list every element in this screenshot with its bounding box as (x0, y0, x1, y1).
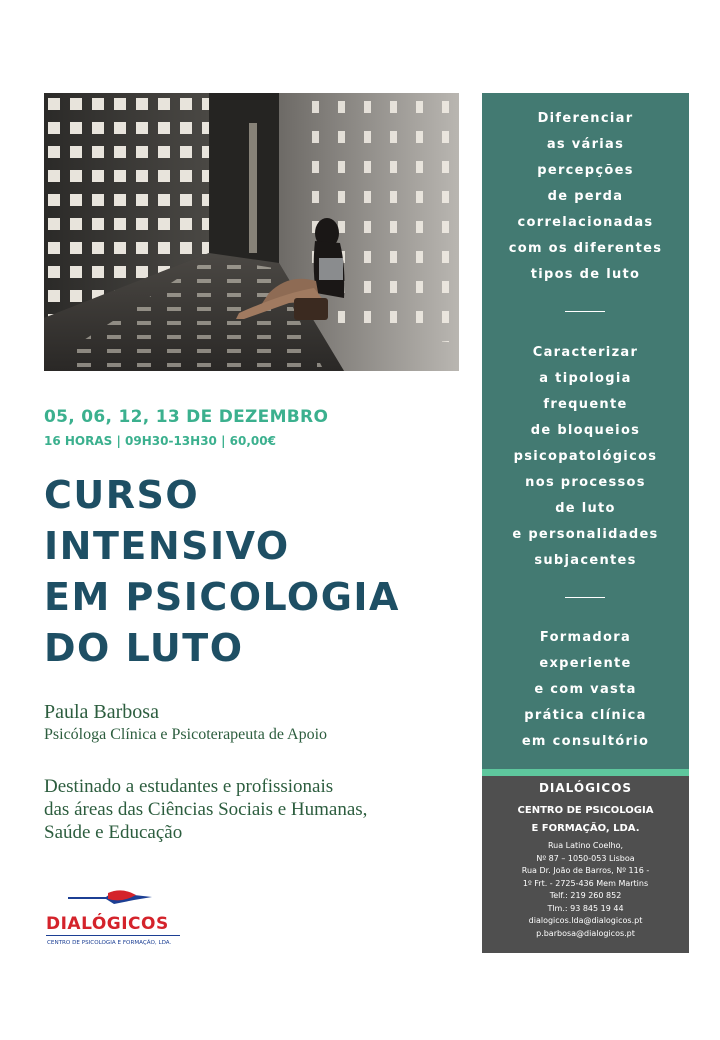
event-dates: 05, 06, 12, 13 DE DEZEMBRO (44, 407, 329, 427)
logo-mark-icon (44, 883, 184, 953)
panel-divider (565, 311, 605, 312)
course-title-line: EM PSICOLOGIA (44, 575, 400, 619)
benefit-line: nos processos (525, 475, 646, 490)
benefit-line: psicopatológicos (513, 449, 658, 464)
benefit-line: de perda (547, 189, 624, 204)
panel-divider (565, 597, 605, 598)
trainer-name: Paula Barbosa (44, 701, 159, 723)
audience-line: das áreas das Ciências Sociais e Humanas, (44, 799, 368, 820)
hero-photo (44, 93, 459, 371)
benefit-line: percepções (537, 163, 634, 178)
benefit-line: tipos de luto (530, 267, 641, 282)
benefit-line: a tipologia (539, 371, 632, 386)
contact-address-line: 1º Frt. - 2725-436 Mem Martins (522, 878, 649, 888)
benefit-line: Caracterizar (532, 345, 639, 360)
benefit-block-3 (482, 625, 689, 755)
contact-company (482, 802, 689, 838)
trainer-role: Psicóloga Clínica e Psicoterapeuta de Apoio (44, 726, 328, 743)
benefit-line: em consultório (521, 734, 650, 749)
benefit-line: e com vasta (534, 682, 637, 697)
course-title (44, 470, 400, 674)
svg-text:CENTRO DE PSICOLOGIA E FORMAÇÃ (47, 939, 172, 946)
benefit-line: e personalidades (512, 527, 659, 542)
benefit-line: Formadora (539, 630, 632, 645)
benefit-line: as várias (546, 137, 625, 152)
benefit-line: prática clínica (524, 708, 647, 723)
contact-mobile: Tlm.: 93 845 19 44 (547, 903, 624, 913)
benefit-line: experiente (539, 656, 632, 671)
logo-tagline: CENTRO DE PSICOLOGIA E FORMAÇÃO, LDA. (47, 940, 172, 946)
benefits-panel (482, 93, 689, 769)
contact-email-link[interactable]: p.barbosa@dialogicos.pt (536, 928, 635, 938)
course-title-line: INTENSIVO (44, 524, 290, 568)
benefit-line: com os diferentes (508, 241, 663, 256)
audience-line: Destinado a estudantes e profissionais (44, 776, 334, 797)
course-title-line: DO LUTO (44, 626, 244, 670)
course-title-line: CURSO (44, 473, 200, 517)
accent-stripe (482, 769, 689, 776)
contact-brand: DIALÓGICOS (538, 781, 633, 795)
benefit-line: subjacentes (534, 553, 637, 568)
benefit-block-1 (482, 106, 689, 288)
contact-details (482, 840, 689, 940)
audience-line: Saúde e Educação (44, 822, 183, 843)
benefit-line: de bloqueios (530, 423, 641, 438)
contact-address-line: Rua Latino Coelho, (547, 841, 624, 850)
audience-text (44, 775, 464, 844)
corridor-photo-illustration (44, 93, 459, 371)
benefit-line: correlacionadas (517, 215, 654, 230)
contact-company-line: E FORMAÇÃO, LDA. (531, 823, 640, 834)
contact-box (482, 776, 689, 953)
benefit-line: Diferenciar (537, 111, 634, 126)
dialogicos-logo (44, 883, 184, 953)
contact-address-line: Rua Dr. João de Barros, Nº 116 - (521, 866, 650, 875)
event-details: 16 HORAS | 09H30-13H30 | 60,00€ (44, 434, 276, 448)
benefit-line: frequente (543, 397, 628, 412)
contact-phone: Telf.: 219 260 852 (549, 891, 622, 900)
logo-wordmark: DIALÓGICOS (46, 914, 169, 934)
contact-address-line: Nº 87 – 1050-053 Lisboa (536, 853, 635, 863)
contact-company-line: CENTRO DE PSICOLOGIA (517, 805, 654, 816)
benefit-block-2 (482, 340, 689, 574)
benefit-line: de luto (555, 501, 616, 516)
svg-text:DIALÓGICOS (46, 912, 169, 934)
contact-email-link[interactable]: dialogicos.lda@dialogicos.pt (528, 916, 643, 925)
